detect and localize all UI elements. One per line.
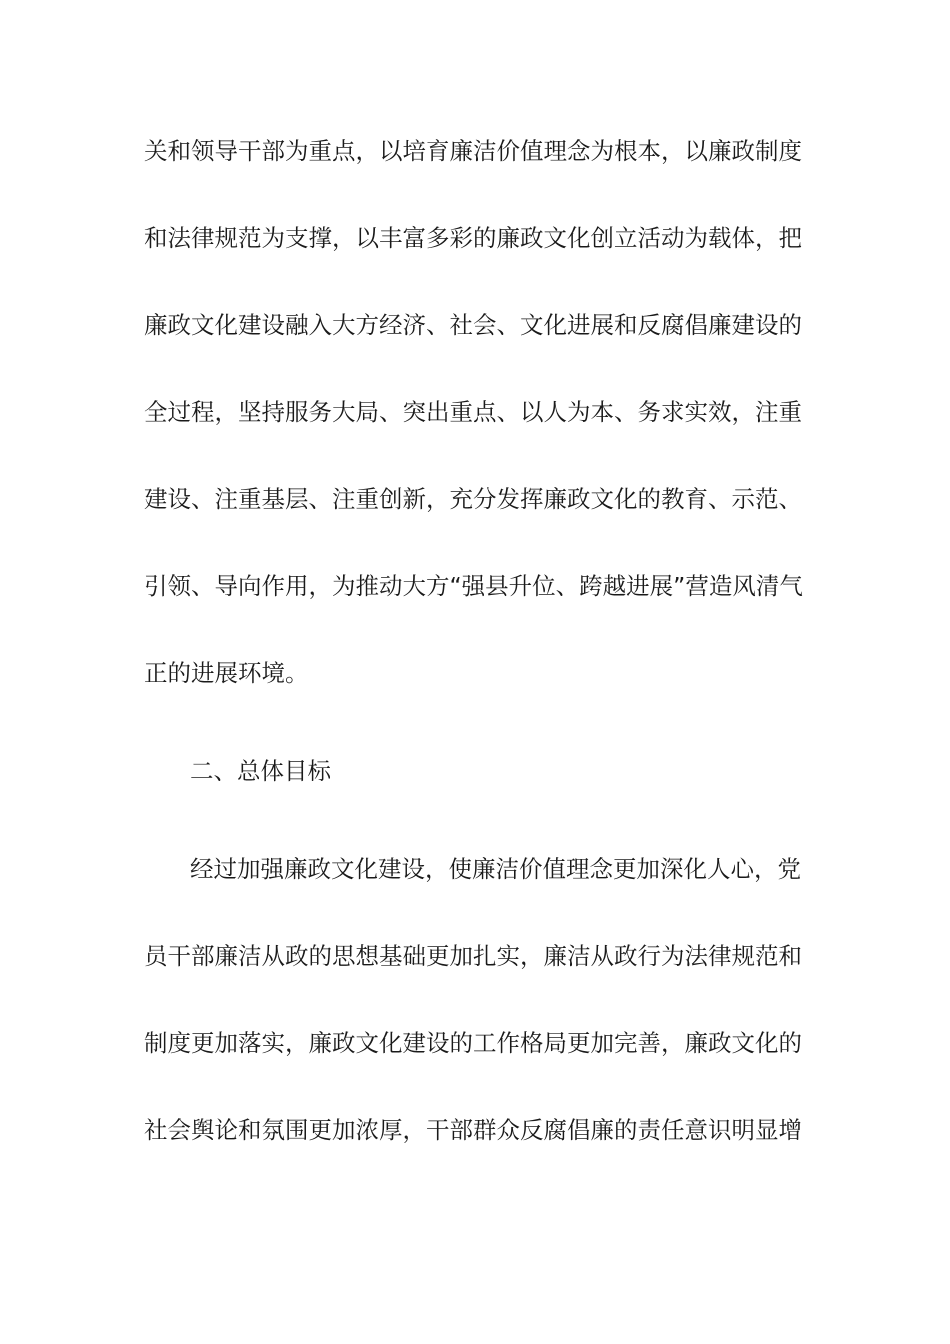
section-heading: 二、总体目标: [190, 757, 331, 785]
paragraph-line: 正的进展环境。: [144, 659, 309, 687]
paragraph-line: 建设、注重基层、注重创新，充分发挥廉政文化的教育、示范、: [144, 485, 802, 513]
paragraph-line: 和法律规范为支撑，以丰富多彩的廉政文化创立活动为载体，把: [144, 224, 802, 252]
paragraph-line: 社会舆论和氛围更加浓厚，干部群众反腐倡廉的责任意识明显增: [144, 1116, 802, 1144]
paragraph-line: 关和领导干部为重点，以培育廉洁价值理念为根本，以廉政制度: [144, 137, 802, 165]
paragraph-line: 全过程，坚持服务大局、突出重点、以人为本、务求实效，注重: [144, 398, 802, 426]
paragraph-line: 引领、导向作用，为推动大方“强县升位、跨越进展”营造风清气: [144, 572, 803, 600]
paragraph-line: 员干部廉洁从政的思想基础更加扎实，廉洁从政行为法律规范和: [144, 942, 802, 970]
paragraph-line: 廉政文化建设融入大方经济、社会、文化进展和反腐倡廉建设的: [144, 311, 802, 339]
paragraph-line: 制度更加落实，廉政文化建设的工作格局更加完善，廉政文化的: [144, 1029, 802, 1057]
paragraph-line: 经过加强廉政文化建设，使廉洁价值理念更加深化人心，党: [190, 855, 801, 883]
